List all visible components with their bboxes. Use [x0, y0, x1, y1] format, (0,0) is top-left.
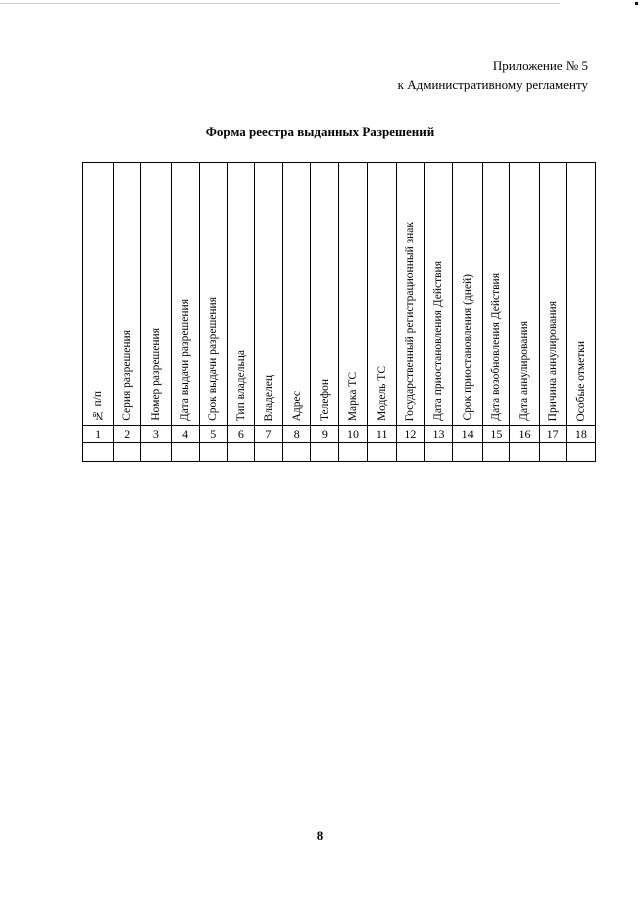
- table-cell: [396, 443, 424, 462]
- table-cell: [539, 443, 566, 462]
- appendix-line-2: к Административному регламенту: [397, 77, 588, 92]
- table-cell: [171, 443, 199, 462]
- scan-corner-mark: [635, 2, 638, 5]
- column-header: Причина аннулирования: [539, 163, 566, 426]
- column-number: 13: [424, 426, 452, 443]
- table-cell: [114, 443, 141, 462]
- column-header: Дата выдачи разрешения: [171, 163, 199, 426]
- table-cell: [283, 443, 311, 462]
- table-header-row: [83, 163, 596, 426]
- column-header: № п/п: [83, 163, 114, 426]
- table-cell: [367, 443, 396, 462]
- column-number: 2: [114, 426, 141, 443]
- column-header: Срок приостановления (дней): [453, 163, 483, 426]
- column-header: Владелец: [254, 163, 282, 426]
- column-number: 15: [483, 426, 510, 443]
- column-number: 7: [254, 426, 282, 443]
- column-number: 11: [367, 426, 396, 443]
- appendix-line-1: Приложение № 5: [492, 58, 588, 73]
- column-number: 18: [566, 426, 595, 443]
- table-cell: [510, 443, 539, 462]
- column-number: 5: [199, 426, 227, 443]
- table-cell: [227, 443, 254, 462]
- column-number: 16: [510, 426, 539, 443]
- appendix-header: [398, 56, 588, 94]
- column-header: Модель ТС: [367, 163, 396, 426]
- table-cell: [424, 443, 452, 462]
- column-header: Адрес: [283, 163, 311, 426]
- column-number: 1: [83, 426, 114, 443]
- column-number: 10: [339, 426, 367, 443]
- table-cell: [566, 443, 595, 462]
- table-cell: [141, 443, 171, 462]
- column-number: 3: [141, 426, 171, 443]
- table-cell: [254, 443, 282, 462]
- column-header: Номер разрешения: [141, 163, 171, 426]
- column-number: 6: [227, 426, 254, 443]
- column-number: 4: [171, 426, 199, 443]
- column-header: Государственный регистрационный знак: [396, 163, 424, 426]
- table-cell: [199, 443, 227, 462]
- table-cell: [483, 443, 510, 462]
- column-header: Срок выдачи разрешения: [199, 163, 227, 426]
- column-number: 12: [396, 426, 424, 443]
- column-header: Дата возобновления Действия: [483, 163, 510, 426]
- table-cell: [339, 443, 367, 462]
- table-cell: [311, 443, 339, 462]
- table-row: [83, 443, 596, 462]
- column-number: 8: [283, 426, 311, 443]
- column-header: Марка ТС: [339, 163, 367, 426]
- table-cell: [453, 443, 483, 462]
- column-number: 14: [453, 426, 483, 443]
- registry-table: [82, 162, 596, 462]
- column-number: 17: [539, 426, 566, 443]
- table-cell: [83, 443, 114, 462]
- column-header: Телефон: [311, 163, 339, 426]
- column-header: Дата приостановления Действия: [424, 163, 452, 426]
- page-number: 8: [316, 828, 324, 843]
- column-header: Особые отметки: [566, 163, 595, 426]
- column-header: Тип владельца: [227, 163, 254, 426]
- document-title: Форма реестра выданных Разрешений: [205, 124, 435, 139]
- column-header: Дата аннулирования: [510, 163, 539, 426]
- scan-artifact-line: [0, 3, 560, 4]
- column-number-row: [83, 426, 596, 443]
- column-number: 9: [311, 426, 339, 443]
- column-header: Серия разрешения: [114, 163, 141, 426]
